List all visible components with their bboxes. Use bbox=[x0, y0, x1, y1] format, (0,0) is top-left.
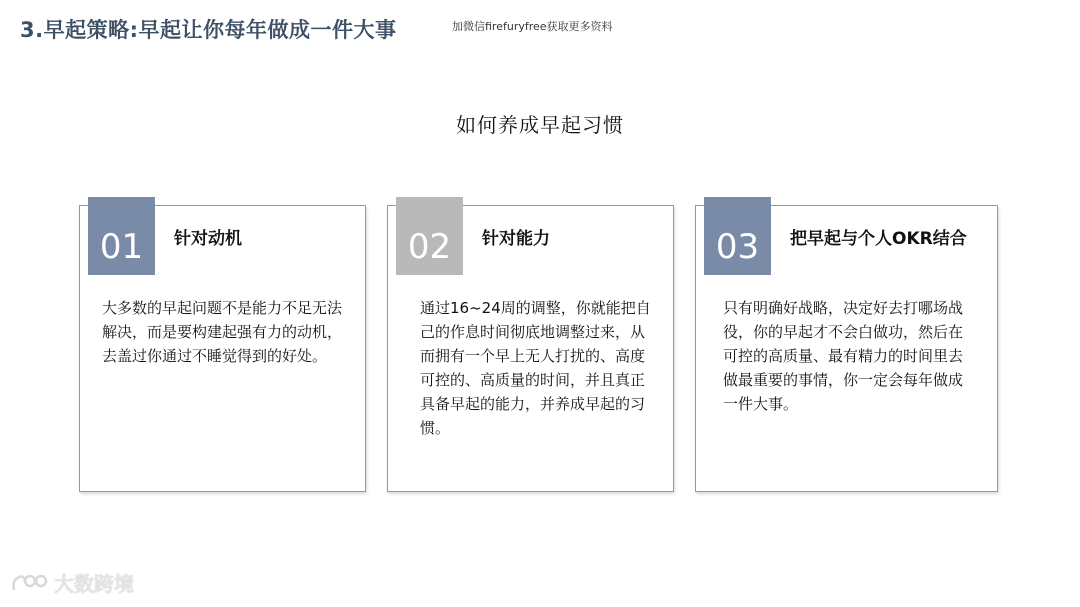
header-note: 加微信firefuryfree获取更多资料 bbox=[452, 20, 613, 33]
watermark bbox=[10, 568, 134, 597]
card-body: 大多数的早起问题不是能力不足无法解决，而是要构建起强有力的动机，去盖过你通过不睡觉得到的好处。 bbox=[102, 299, 343, 365]
page-title: 3.早起策略:早起让你每年做成一件大事 bbox=[20, 18, 397, 42]
card-body: 只有明确好战略，决定好去打哪场战役，你的早起才不会白做功，然后在可控的高质量、最有精力的时间里去做最重要的事情，你一定会每年做成一件大事。 bbox=[723, 299, 964, 413]
card-motivation bbox=[79, 205, 366, 492]
card-number: 01 bbox=[88, 197, 155, 275]
card-body: 通过16~24周的调整，你就能把自己的作息时间彻底地调整过来，从而拥有一个早上无人打扰的、高度可控的、高质量的时间，并且真正具备早起的能力，并养成早起的习惯。 bbox=[420, 299, 651, 437]
card-number: 02 bbox=[396, 197, 463, 275]
watermark-text: 大数跨境 bbox=[54, 572, 134, 596]
card-number: 03 bbox=[704, 197, 771, 275]
card-title: 针对动机 bbox=[174, 229, 242, 249]
section-heading: 如何养成早起习惯 bbox=[456, 113, 624, 137]
card-title: 把早起与个人OKR结合 bbox=[790, 229, 967, 249]
logo-icon bbox=[10, 572, 48, 594]
card-ability bbox=[387, 205, 674, 492]
card-okr bbox=[695, 205, 998, 492]
card-title: 针对能力 bbox=[482, 229, 550, 249]
